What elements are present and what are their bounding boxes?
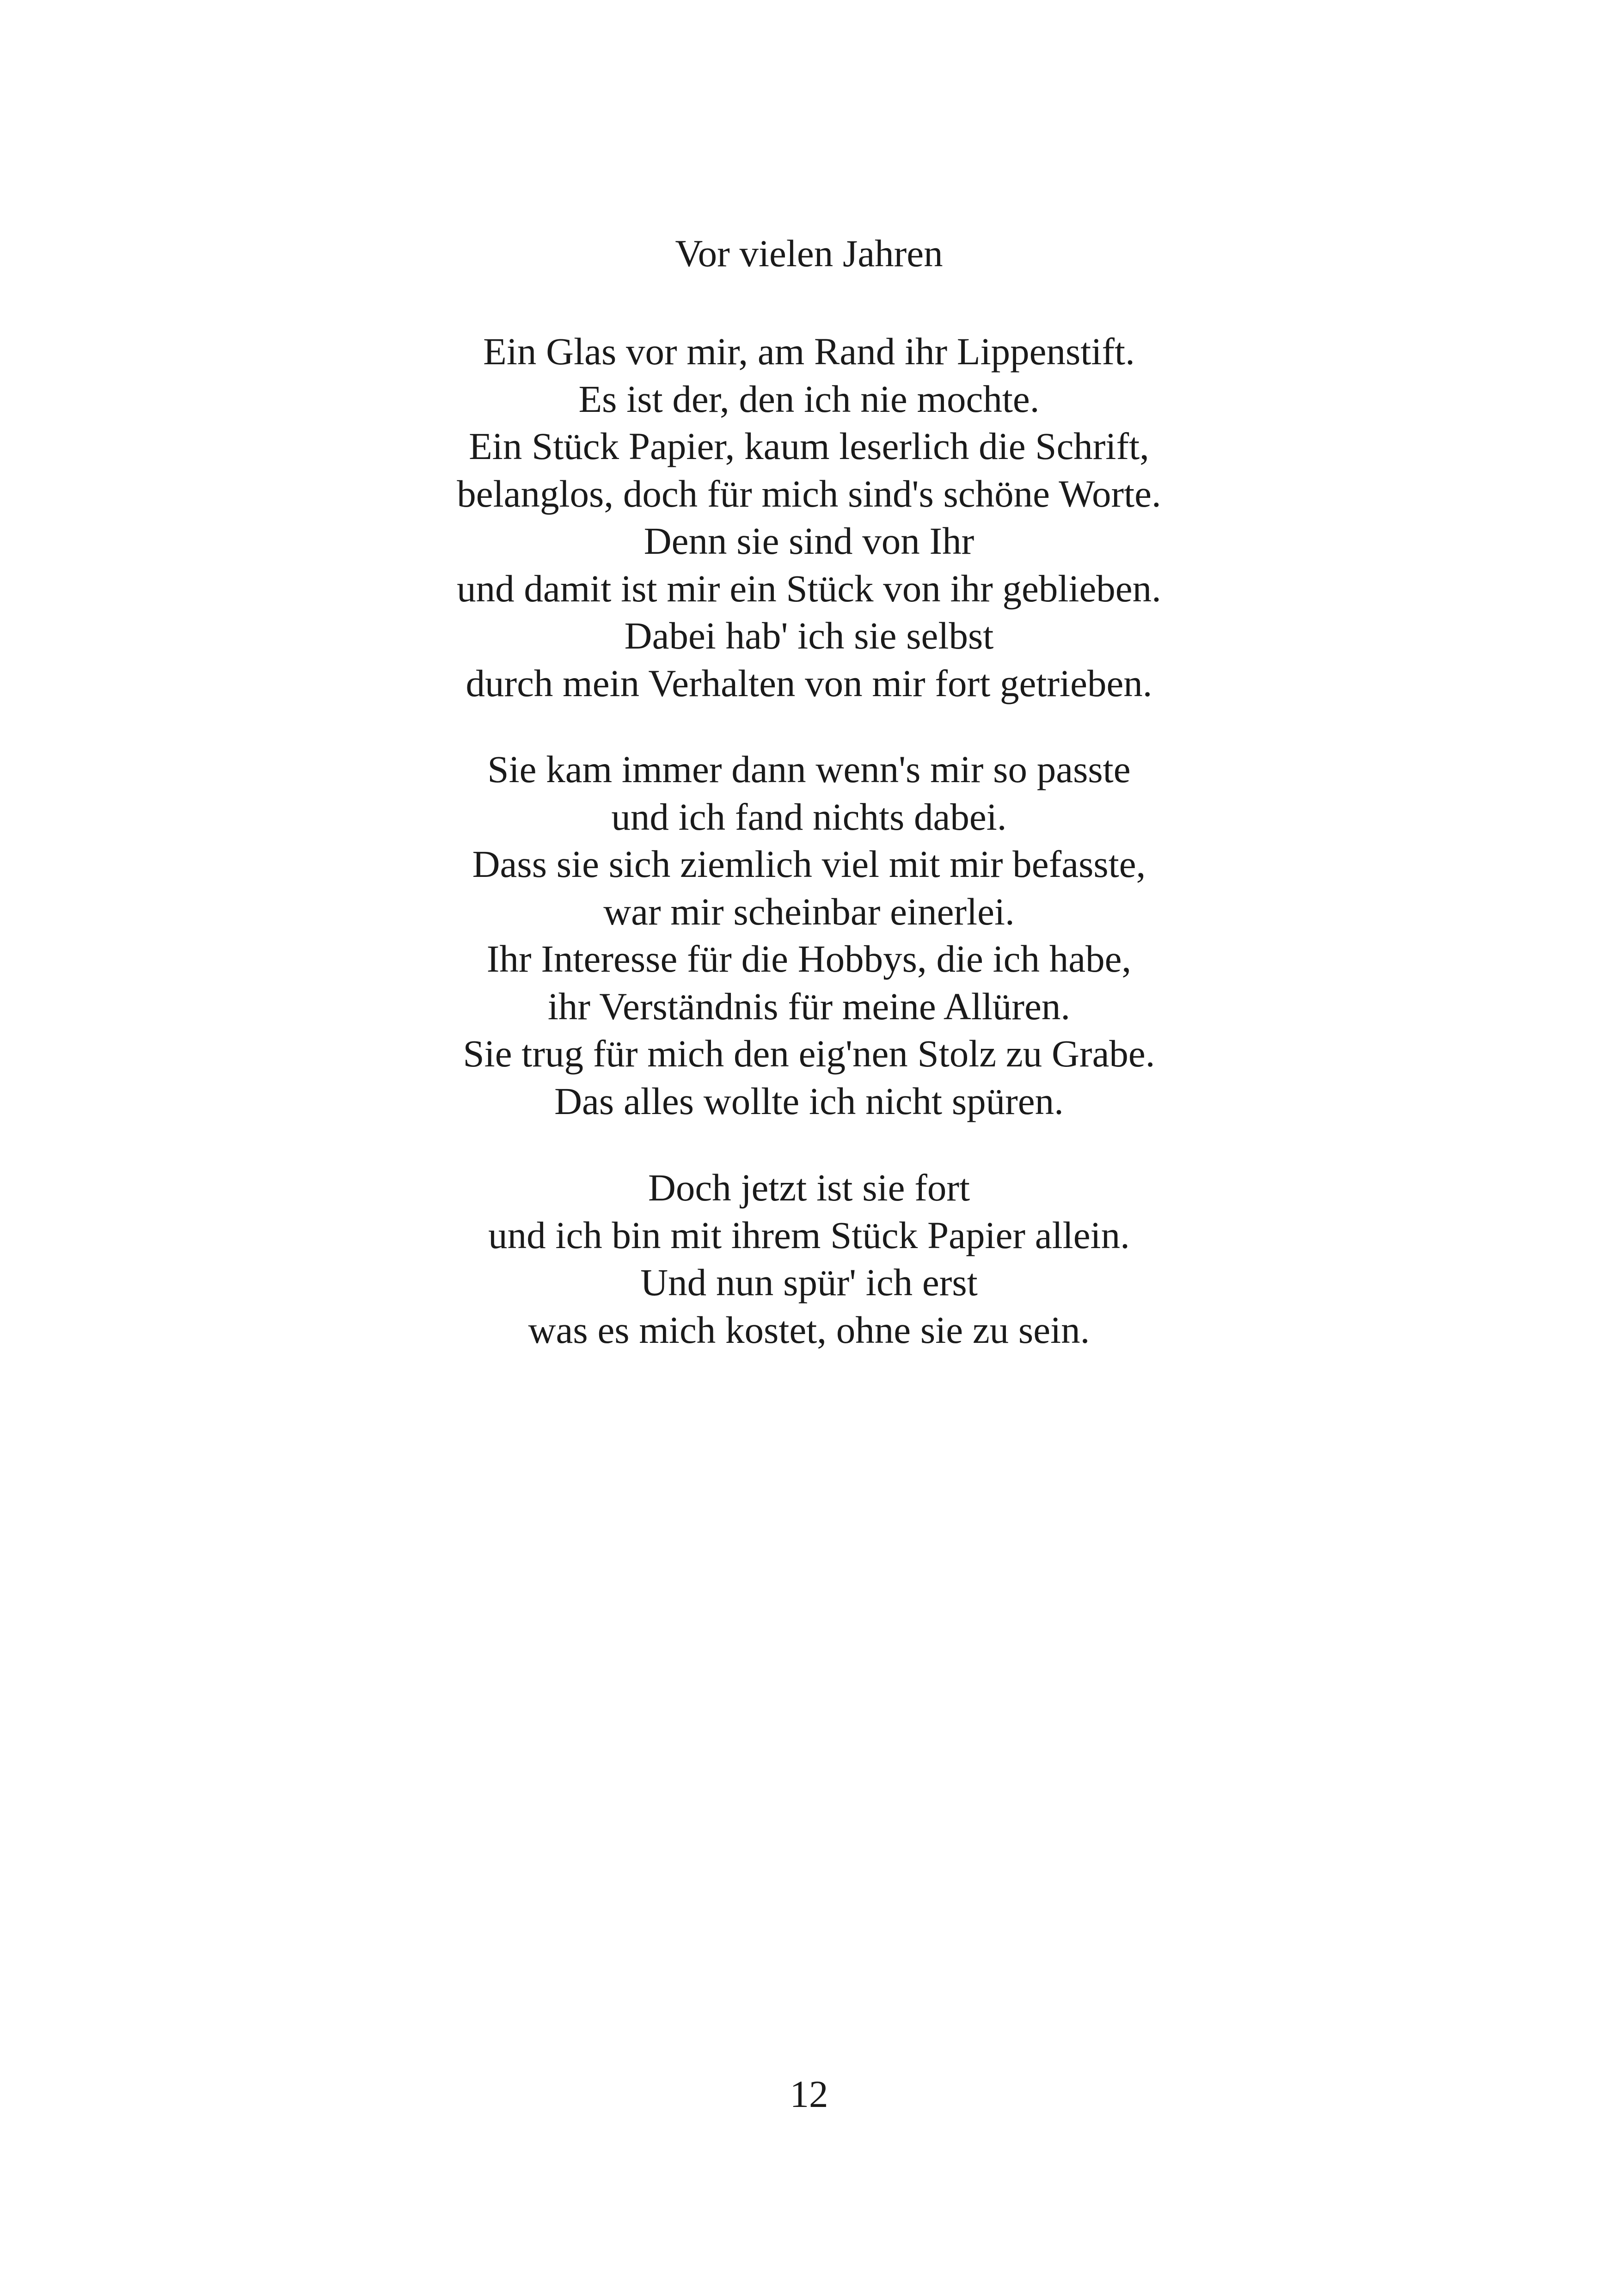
poem-line: Dass sie sich ziemlich viel mit mir befasste, (472, 843, 1146, 885)
poem-line: Ihr Interesse für die Hobbys, die ich habe, (486, 937, 1132, 980)
poem-line: und ich bin mit ihrem Stück Papier allein. (488, 1213, 1130, 1256)
poem-line: Sie kam immer dann wenn's mir so passte (487, 748, 1131, 790)
poem-line: war mir scheinbar einerlei. (603, 890, 1015, 933)
poem-line: was es mich kostet, ohne sie zu sein. (528, 1308, 1090, 1351)
poem-line: und damit ist mir ein Stück von ihr geblieben. (457, 567, 1161, 610)
poem-stanza-2 (0, 746, 1618, 1125)
poem-line: durch mein Verhalten von mir fort getrieben. (466, 661, 1152, 704)
poem-line: Dabei hab' ich sie selbst (624, 614, 994, 657)
page-number: 12 (790, 2073, 828, 2115)
poem-line: belanglos, doch für mich sind's schöne Worte. (457, 472, 1161, 515)
poem-line: Ein Stück Papier, kaum leserlich die Schrift, (469, 425, 1149, 467)
poem-stanza-3 (0, 1164, 1618, 1353)
poem-line: Denn sie sind von Ihr (644, 520, 974, 562)
poem-stanza-1 (0, 328, 1618, 707)
poem-line: ihr Verständnis für meine Allüren. (547, 985, 1071, 1028)
poem-line: Sie trug für mich den eig'nen Stolz zu Grabe. (463, 1032, 1155, 1075)
poem-line: Es ist der, den ich nie mochte. (578, 377, 1040, 420)
poem-line: Ein Glas vor mir, am Rand ihr Lippenstift. (483, 330, 1135, 373)
poem-line: Das alles wollte ich nicht spüren. (554, 1079, 1064, 1122)
poem-line: Doch jetzt ist sie fort (648, 1166, 970, 1209)
poem-title: Vor vielen Jahren (675, 232, 943, 275)
poem-line: und ich fand nichts dabei. (611, 795, 1007, 838)
poem-line: Und nun spür' ich erst (640, 1261, 978, 1304)
